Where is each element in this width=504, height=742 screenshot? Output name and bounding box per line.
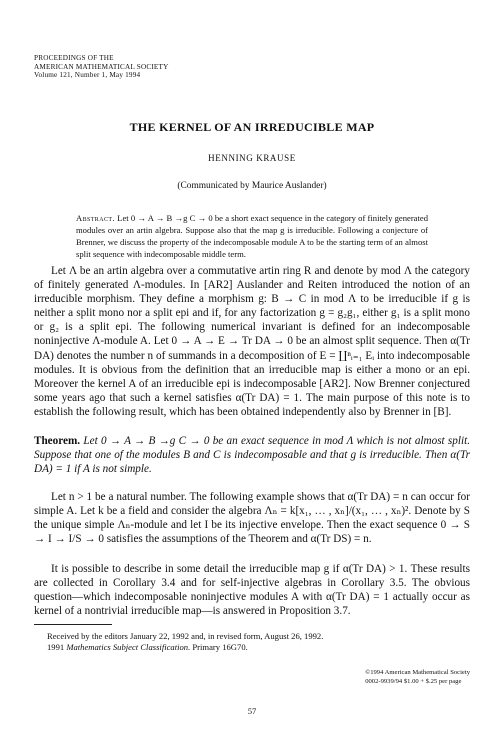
example-paragraph: Let n > 1 be a natural number. The following example shows that α(Tr DA) = n can occur for simple A. Let k be a field and consider the algebra Λₙ = k[x₁, … , xₙ]/(x₁, … , xₙ)². Denote by S the unique simple Λₙ-module and let I be its injective envelope. Then the exact sequence 0 → S → I → I/S → 0 satisfies the assumptions of the Theorem and α(Tr DS) = n. — [34, 491, 470, 546]
copyright-line1: ©1994 American Mathematical Society — [365, 669, 470, 676]
msc-note — [34, 642, 470, 653]
page-number: 57 — [247, 706, 257, 716]
received-note: Received by the editors January 22, 1992 and, in revised form, August 26, 1992. — [47, 631, 324, 641]
copyright-line2: 0002-9939/94 $1.00 + $.25 per page — [365, 677, 462, 685]
theorem-text: Let 0 → A → B →g C → 0 be an exact sequence in mod Λ which is not almost split. Suppose that one of the modules B and C is indecomposable and that g is irreducible. Then α(Tr DA) = 1 if A is not simple. — [34, 435, 470, 476]
msc-prefix: 1991 — [47, 642, 67, 653]
intro-paragraph: Let Λ be an artin algebra over a commutative artin ring R and denote by mod Λ the category of finitely generated Λ-modules. In [AR2] Auslander and Reiten introduced the notion of an irreducible morphism. They define a morphism g: B → C in mod Λ to be irreducible if g is neither a split mono nor a split epi and if, for any factorization g = g₂g₁, either g₁ is a split mono or g₂ is a split epi. The following numerical invariant is defined for an indecomposable noninjective Λ-module A. Let 0 → A → E → Tr DA → 0 be an almost split sequence. Then α(Tr DA) denotes the number n of summands in a decomposition of E = ∐ⁿᵢ₌₁ Eᵢ into indecomposable modules. It is obvious from the definition that an irreducible map is either a mono or an epi. Moreover the kernel A of an irreducible epi is indecomposable [AR2]. Now Brenner conjectured some years ago that such a kernel satisfies α(Tr DA) = 1. The main purpose of this note is to establish the following result, which has been obtained independently also by Brenner in [B]. — [34, 265, 470, 418]
communicated-by: (Communicated by Maurice Auslander) — [177, 181, 327, 191]
theorem-statement — [34, 434, 470, 476]
footnotes — [34, 631, 470, 654]
journal-header — [34, 54, 169, 80]
msc-label: Mathematics Subject Classification. — [66, 642, 191, 653]
journal-volume: Volume 121, Number 1, May 1994 — [34, 71, 141, 80]
paper-title: THE KERNEL OF AN IRREDUCIBLE MAP — [129, 120, 375, 134]
abstract-label: Abstract. — [76, 213, 115, 223]
abstract — [76, 212, 428, 260]
footnote-rule — [34, 624, 112, 625]
msc-code: Primary 16G70. — [190, 642, 248, 653]
abstract-text: Let 0 → A → B →g C → 0 be a short exact sequence in the category of finitely generated modules over an artin algebra. Suppose also that the map g is irreducible. Following a conjecture of Brenner, we discuss the property of the indecomposable module A to be the starting term of an almost split sequence with indecomposable middle term. — [76, 213, 428, 260]
author-name: HENNING KRAUSE — [208, 153, 296, 163]
journal-name-line1: PROCEEDINGS OF THE — [34, 54, 114, 62]
results-paragraph: It is possible to describe in some detail the irreducible map g if α(Tr DA) > 1. These results are collected in Corollary 3.4 and for self-injective algebras in Corollary 3.5. The obvious question—which indecomposable noninjective modules A with α(Tr DA) = 1 actually occur as kernel of a nontrivial irreducible map—is answered in Proposition 3.7. — [34, 563, 470, 618]
journal-name-line2: AMERICAN MATHEMATICAL SOCIETY — [34, 62, 169, 71]
copyright-notice — [365, 669, 470, 686]
theorem-label: Theorem. — [34, 435, 81, 447]
